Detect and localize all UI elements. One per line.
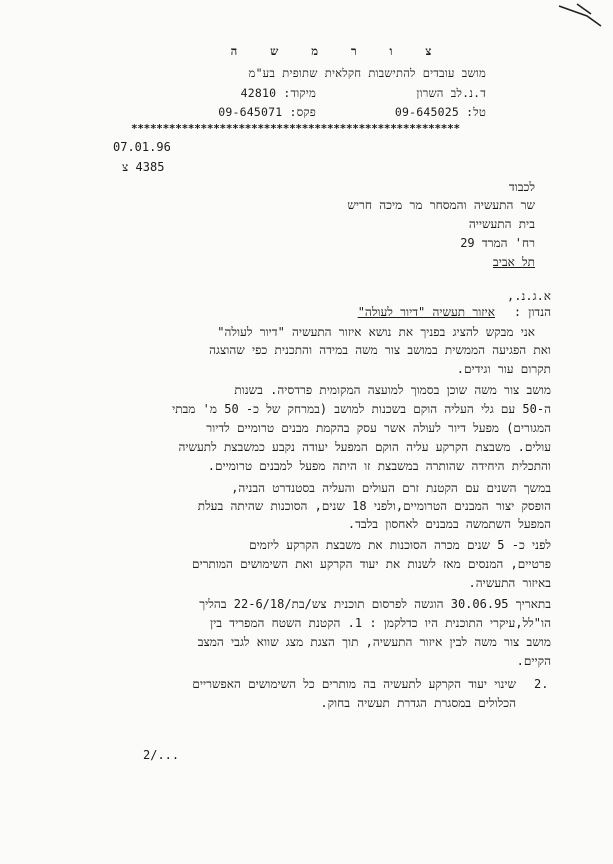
recipient-line-2: שר התעשיה והמסחר מר מיכה חריש — [347, 198, 535, 212]
letterhead-address: ד.נ.לב השרון — [416, 86, 486, 100]
body-p2-line-2: ה-50 עם גלי העליה הוקם בשכנות למושב (במרחק של כ- 50 מ' מבתי — [172, 402, 551, 416]
body-p3-line-2: הופסק יצור המבנים הטרומיים,ולפני 18 שנים, הסוכנות שהיתה בעלת — [197, 499, 551, 513]
letterhead-separator: **************************************************** — [131, 122, 460, 135]
body-p5-line-3: מושב צור משה לבין איזור התעשיה, תוך הצגת מצג שווא לגבי המצב — [197, 635, 551, 649]
body-p2-line-3: המגורים) מפעל דיור לעולה אשר עסק בהקמת מבנים טרומיים לדיור — [206, 421, 551, 435]
letter-reference: 4385 צ — [122, 160, 165, 174]
page-continuation: 2/... — [143, 748, 180, 762]
letterhead-fax: פקס: 09-645071 — [218, 105, 316, 119]
recipient-line-1: לכבוד — [508, 180, 535, 194]
body-p5-line-4: הקיים. — [516, 654, 551, 668]
body-p3-line-3: המפעל השתמשה במבנים לאחסון בלבד. — [347, 517, 551, 531]
letter-date: 07.01.96 — [113, 140, 171, 154]
subject-text: איזור תעשיה "דיור לעולה" — [357, 305, 495, 319]
body-p4-line-1: לפני כ- 5 שנים מכרה הסוכנות את משבצת הקרקע ליזמים — [249, 538, 551, 552]
body-p4-line-3: באיזור התעשיה. — [468, 576, 551, 590]
corner-scribble-mark — [557, 2, 607, 28]
body-p6-number: 2. — [534, 677, 549, 691]
body-p3-line-1: במשך השנים עם הקטנת זרם העולים והעליה בסטנדרט הבניה, — [231, 481, 551, 495]
letterhead-zip: מיקוד: 42810 — [240, 86, 316, 100]
recipient-line-4: רח' המרד 29 — [460, 236, 535, 250]
greeting: א.ג.נ., — [507, 289, 551, 303]
letterhead-phone: טל: 09-645025 — [394, 105, 486, 119]
body-p2-line-1: מושב צור משה שוכן בסמוך למועצה המקומית פרדסיה. בשנות — [234, 383, 551, 397]
body-p2-line-4: עולים. משבצת הקרקע עליה הוקם המפעל יעודה נקבע כמשבצת לתעשיה — [178, 440, 551, 454]
body-p5-line-2: הו"לל,עיקרי התוכנית היו כדלקמן : 1. הקטנת השטח המפריד בין — [210, 616, 551, 630]
body-p4-line-2: פרטיים, המנסים מאז לשנות את יעוד הקרקע ואת השימושים המותרים — [191, 557, 551, 571]
body-p5-line-1: בתאריך 30.06.95 הוגשה לפרסום תוכנית צש/בת/22-6/18 בהליך — [199, 597, 551, 611]
body-p1-line-3: תקרום עור וגידים. — [456, 362, 551, 376]
body-p2-line-5: והתכלית היחידה שהותרה במשבצת זו היתה מפעל למבנים טרומיים. — [207, 459, 551, 473]
recipient-line-3: בית התעשייה — [468, 217, 535, 231]
letterhead-subtitle: מושב עובדים להתישבות חקלאית שתופית בע"מ — [248, 66, 486, 80]
subject-label: הנדון : — [513, 305, 551, 319]
body-p1-line-1: אני מבקש להציג בפניך את נושא איזור התעשיה "דיור לעולה" — [217, 325, 535, 339]
body-p6-line-1: שינוי יעוד הקרקע לתעשיה בה מותרים כל השימושים האפשריים — [192, 677, 516, 691]
letterhead-name: צ ו ר מ ש ה — [230, 44, 445, 58]
body-p1-line-2: ואת הפגיעה הממשית במושב צור משה במידה והתכנית כפי שהוצגה — [209, 343, 551, 357]
body-p6-line-2: הכלולים במסגרת הגדרת תעשיה בחוק. — [320, 696, 516, 710]
recipient-line-5: תל אביב — [492, 255, 535, 269]
